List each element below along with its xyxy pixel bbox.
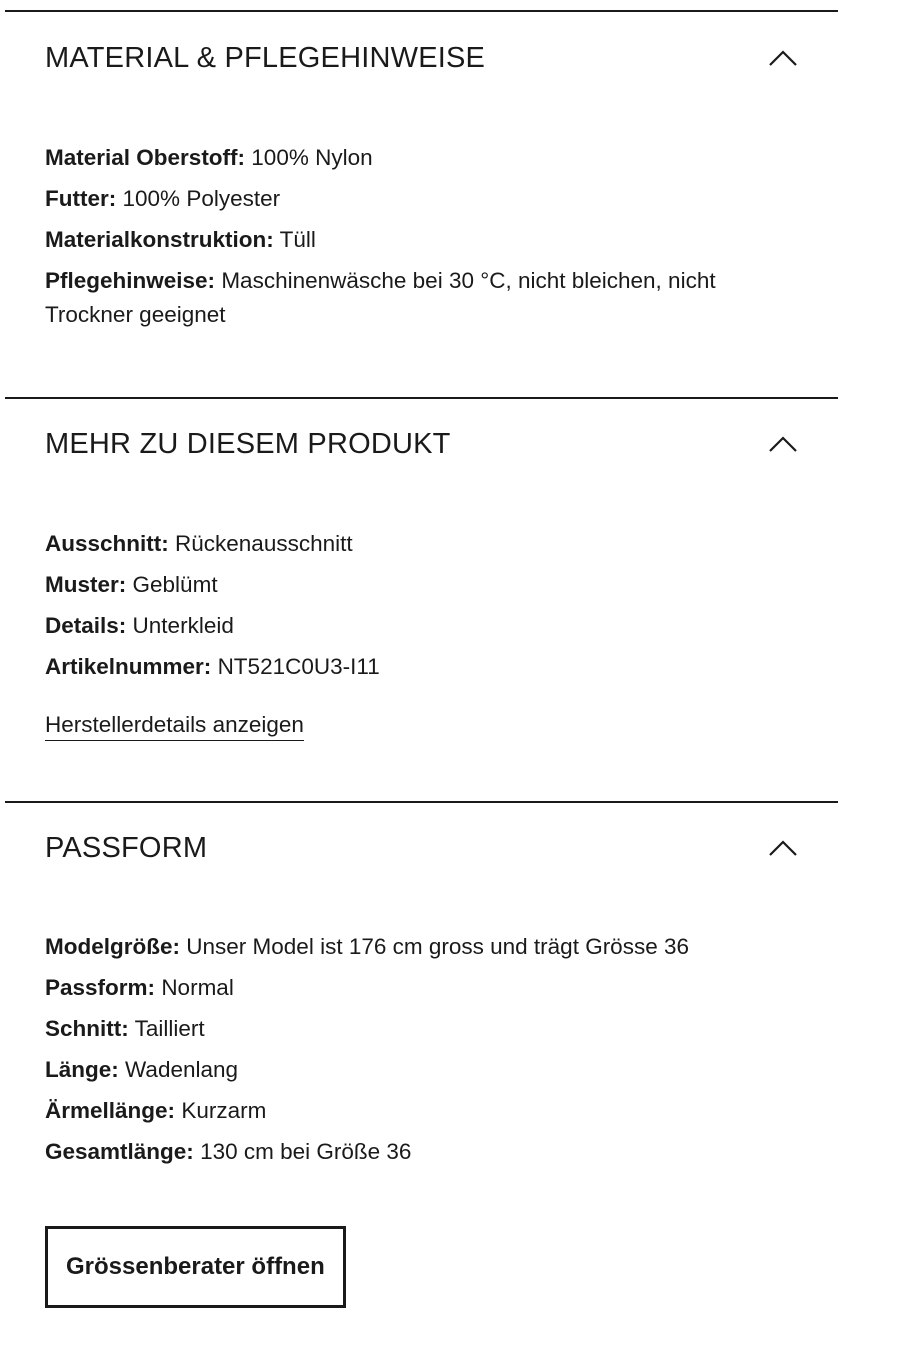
chevron-up-icon[interactable] — [768, 833, 798, 863]
attribute-key: Pflegehinweise: — [45, 268, 216, 293]
attribute-item — [45, 971, 798, 1005]
attribute-item — [45, 930, 798, 964]
attribute-value: Unser Model ist 176 cm gross und trägt Grösse 36 — [186, 934, 689, 959]
section-body-material-care — [5, 104, 838, 397]
section-more-about-product — [5, 397, 838, 801]
attribute-list — [45, 527, 798, 684]
attribute-value: Normal — [161, 975, 234, 1000]
attribute-key: Muster: — [45, 572, 127, 597]
attribute-key: Ärmellänge: — [45, 1098, 176, 1123]
attribute-item — [45, 1094, 798, 1128]
attribute-value: Kurzarm — [181, 1098, 267, 1123]
attribute-item — [45, 650, 798, 684]
attribute-item — [45, 1135, 798, 1169]
attribute-item — [45, 527, 798, 561]
attribute-item — [45, 264, 798, 332]
attribute-key: Futter: — [45, 186, 117, 211]
attribute-key: Artikelnummer: — [45, 654, 212, 679]
product-details-page — [5, 0, 838, 1308]
section-header-more-about-product[interactable] — [5, 399, 838, 489]
section-fit — [5, 801, 838, 1308]
section-material-care — [5, 10, 838, 397]
attribute-item — [45, 223, 798, 257]
attribute-value: Unterkleid — [132, 613, 234, 638]
attribute-item — [45, 141, 798, 175]
attribute-value: Tüll — [279, 227, 316, 252]
attribute-key: Materialkonstruktion: — [45, 227, 274, 252]
section-header-fit[interactable] — [5, 803, 838, 893]
attribute-key: Material Oberstoff: — [45, 145, 246, 170]
attribute-key: Ausschnitt: — [45, 531, 169, 556]
attribute-item — [45, 609, 798, 643]
attribute-value: Wadenlang — [125, 1057, 239, 1082]
attribute-item — [45, 568, 798, 602]
attribute-list — [45, 930, 798, 1169]
attribute-item — [45, 1053, 798, 1087]
section-body-more-about-product — [5, 489, 838, 801]
attribute-value: Maschinenwäsche bei 30 °C, nicht bleichen, nicht Trockner geeignet — [45, 268, 716, 327]
attribute-list — [45, 141, 798, 332]
chevron-up-icon[interactable] — [768, 429, 798, 459]
attribute-value: NT521C0U3-I11 — [217, 654, 380, 679]
attribute-value: 130 cm bei Größe 36 — [200, 1139, 412, 1164]
attribute-value: Geblümt — [132, 572, 218, 597]
attribute-value: Rückenausschnitt — [175, 531, 353, 556]
section-title: PASSFORM — [45, 831, 208, 864]
attribute-item — [45, 1012, 798, 1046]
attribute-key: Details: — [45, 613, 127, 638]
size-advisor-button[interactable]: Grössenberater öffnen — [45, 1226, 346, 1308]
attribute-key: Länge: — [45, 1057, 119, 1082]
manufacturer-details-link[interactable]: Herstellerdetails anzeigen — [45, 710, 304, 741]
section-body-fit — [5, 893, 838, 1308]
chevron-up-icon[interactable] — [768, 43, 798, 73]
attribute-value: 100% Polyester — [122, 186, 281, 211]
section-title: MEHR ZU DIESEM PRODUKT — [45, 427, 451, 460]
section-title: MATERIAL & PFLEGEHINWEISE — [45, 41, 486, 74]
attribute-key: Schnitt: — [45, 1016, 129, 1041]
attribute-value: 100% Nylon — [251, 145, 373, 170]
attribute-key: Gesamtlänge: — [45, 1139, 194, 1164]
attribute-key: Modelgröße: — [45, 934, 180, 959]
section-header-material-care[interactable] — [5, 12, 838, 104]
attribute-value: Tailliert — [134, 1016, 205, 1041]
attribute-key: Passform: — [45, 975, 156, 1000]
attribute-item — [45, 182, 798, 216]
